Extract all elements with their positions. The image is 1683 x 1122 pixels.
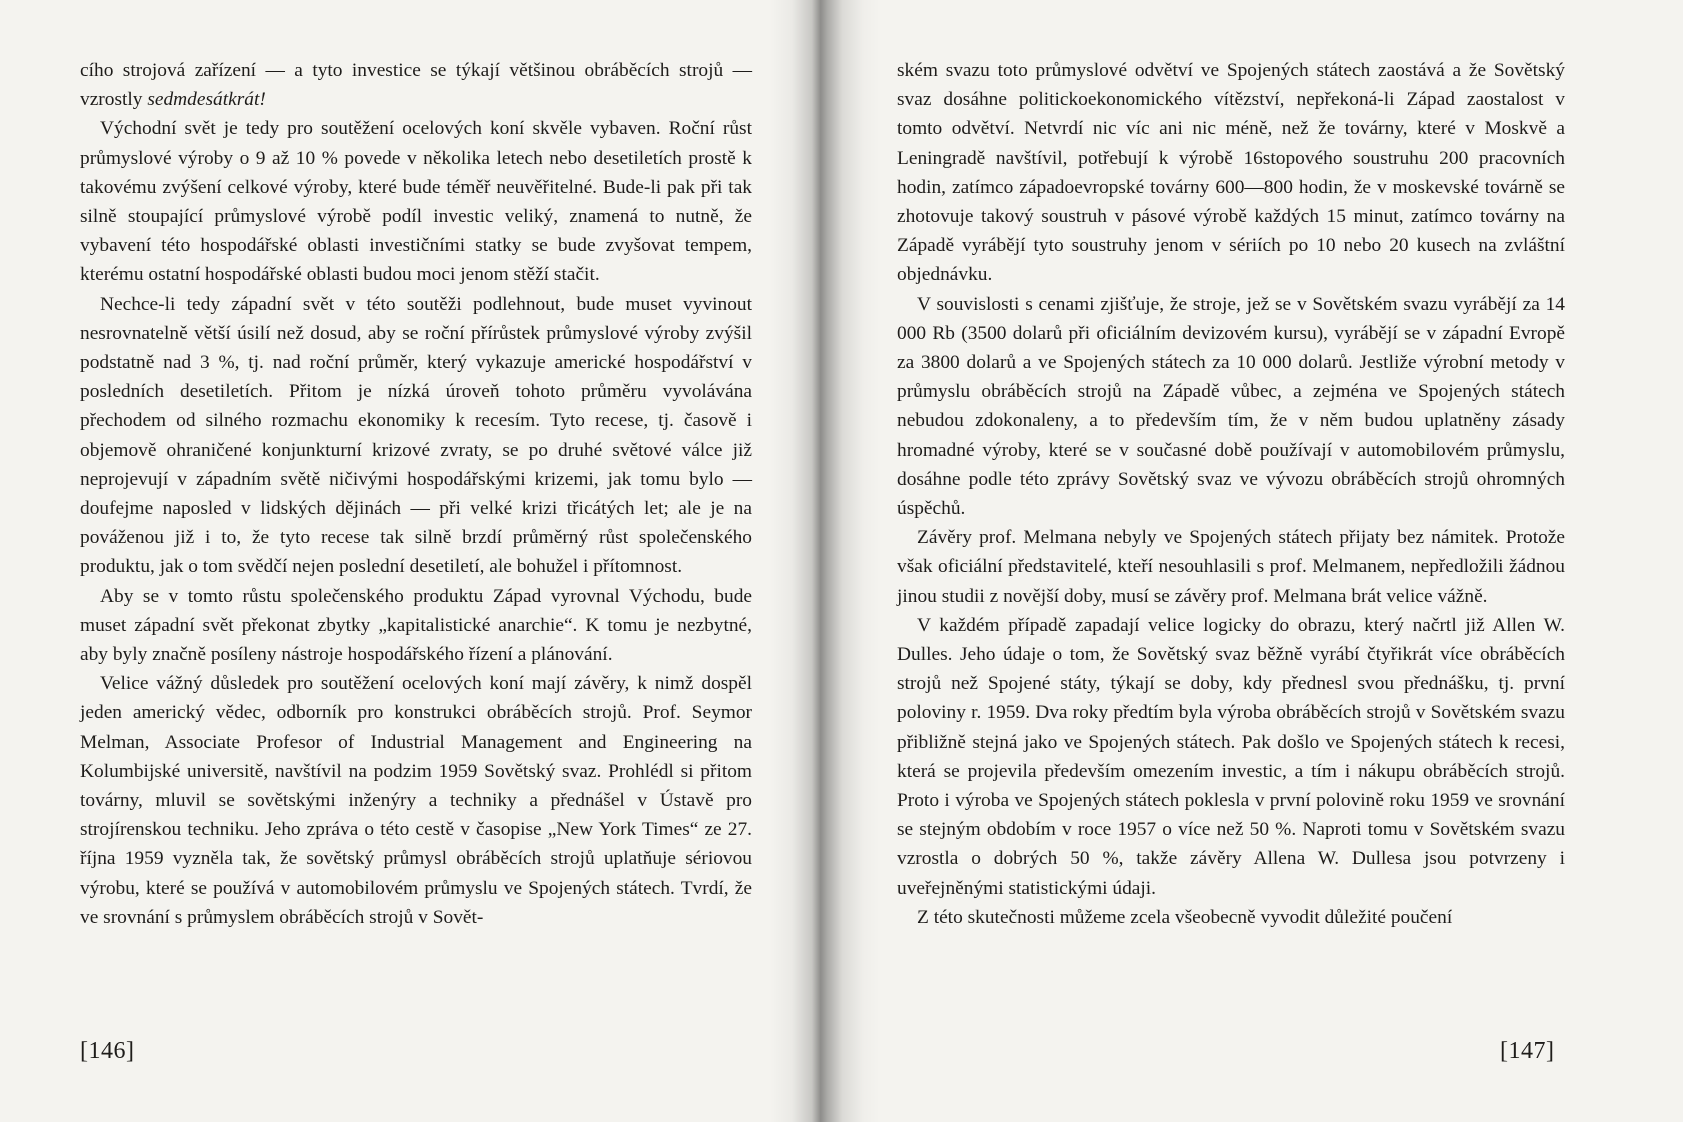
left-paragraph-1	[80, 56, 752, 114]
right-page-text	[897, 56, 1565, 932]
right-page-number: [147]	[1500, 1038, 1555, 1064]
book-gutter-shadow	[770, 0, 880, 1122]
left-paragraph-3: Nechce-li tedy západní svět v této soutěži podlehnout, bude muset vyvinout nesrovnatelně větší úsilí než dosud, aby se roční přírůstek průmyslové výroby zvýšil podstatně nad 3 %, tj. nad roční průměr, který vykazuje americké hospodářství v posledních desetiletích. Přitom je nízká úroveň tohoto průměru vyvolávána přechodem od silného rozmachu ekonomiky k recesím. Tyto recese, tj. časově i objemově ohraničené konjunkturní krizové zvraty, se po druhé světové válce již neprojevují v západním světě ničivými hospodářskými krizemi, jak tomu bylo — doufejme naposled v lidských dějinách — při velké krizi třicátých let; ale je na pováženou již i to, že tyto recese tak silně brzdí průměrný růst společenského produktu, jak o tom svědčí nejen poslední desetiletí, ale bohužel i přítomnost.	[80, 293, 752, 578]
left-paragraph-1-text: cího strojová zařízení — a tyto investice se týkají většinou obráběcích strojů — vzrostly	[80, 60, 752, 111]
right-paragraph-4: V každém případě zapadají velice logicky do obrazu, který načrtl již Allen W. Dulles. Jeho údaje o tom, že Sovětský svaz běžně vyrábí čtyřikrát více obráběcích strojů než Spojené státy, týkají se doby, kdy přednesl svou přednášku, tj. první poloviny r. 1959. Dva roky předtím byla výroba obráběcích strojů v Sovětském svazu přibližně stejná jako ve Spojených státech. Pak došlo ve Spojených státech k recesi, která se projevila především omezením investic, a tím i nákupu obráběcích strojů. Proto i výroba ve Spojených státech poklesla v první polovině roku 1959 ve srovnání se stejným obdobím v roce 1957 o více než 50 %. Naproti tomu v Sovětském svazu vzrostla o dobrých 50 %, takže závěry Allena W. Dullesa jsou potvrzeny i uveřejněnými statistickými údaji.	[897, 614, 1565, 899]
left-page-number: [146]	[80, 1038, 135, 1064]
right-paragraph-3: Závěry prof. Melmana nebyly ve Spojených státech přijaty bez námitek. Protože však oficiální představitelé, kteří nesouhlasili s prof. Melmanem, nepředložili žádnou jinou studii z novější doby, musí se závěry prof. Melmana brát velice vážně.	[897, 527, 1565, 607]
left-paragraph-5: Velice vážný důsledek pro soutěžení ocelových koní mají závěry, k nimž dospěl jeden americký vědec, odborník pro konstrukci obráběcích strojů. Prof. Seymor Melman, Associate Profesor of Industrial Management and Engineering na Kolumbijské universitě, navštívil na podzim 1959 Sovětský svaz. Prohlédl si přitom továrny, mluvil se sovětskými inženýry a techniky a přednášel v Ústavě pro strojírenskou techniku. Jeho zpráva o této cestě v časopise „New York Times“ ze 27. října 1959 vyzněla tak, že sovětský průmysl obráběcích strojů uplatňuje sériovou výrobu, které se používá v automobilovém průmyslu ve Spojených státech. Tvrdí, že ve srovnání s průmyslem obráběcích strojů v Sovět-	[80, 673, 752, 928]
left-paragraph-4: Aby se v tomto růstu společenského produktu Západ vyrovnal Východu, bude muset západní svět překonat zbytky „kapitalistické anarchie“. K tomu je nezbytné, aby byly značně posíleny nástroje hospodářského řízení a plánování.	[80, 585, 752, 666]
right-paragraph-5: Z této skutečnosti můžeme zcela všeobecně vyvodit důležité poučení	[917, 906, 1453, 928]
right-paragraph-1: ském svazu toto průmyslové odvětví ve Spojených státech zaostává a že Sovětský svaz dosáhne politickoekonomického vítězství, nepřekoná-li Západ zaostalost v tomto odvětví. Netvrdí nic víc ani nic méně, než že továrny, které v Moskvě a Leningradě navštívil, potřebují k výrobě 16stopového soustruhu 200 pracovních hodin, zatímco západoevropské továrny 600—800 hodin, že v moskevské továrně se zhotovuje takový soustruh v pásové výrobě každých 15 minut, zatímco továrny na Západě vyrábějí tyto soustruhy jenom v sériích po 10 nebo 20 kusech na zvláštní objednávku.	[897, 60, 1565, 286]
left-page-text	[80, 56, 752, 932]
right-paragraph-2: V souvislosti s cenami zjišťuje, že stroje, jež se v Sovětském svazu vyrábějí za 14 000 Rb (3500 dolarů při oficiálním devizovém kursu), vyrábějí se v západní Evropě za 3800 dolarů a ve Spojených státech za 10 000 dolarů. Jestliže výrobní metody v průmyslu obráběcích strojů na Západě vůbec, a zejména ve Spojených státech nebudou zdokonaleny, a to především tím, že v něm budou uplatněny zásady hromadné výroby, které se v současné době používají v automobilovém průmyslu, dosáhne podle této zprávy Sovětský svaz ve vývozu obráběcích strojů ohromných úspěchů.	[897, 293, 1565, 520]
left-paragraph-2: Východní svět je tedy pro soutěžení ocelových koní skvěle vybaven. Roční růst průmyslové výroby o 9 až 10 % povede v několika letech nebo desetiletích prostě k takovému zvýšení celkové výroby, které bude téměř neuvěřitelné. Bude-li pak při tak silně stoupající průmyslové výrobě podíl investic veliký, znamená to nutně, že vybavení této hospodářské oblasti investičními statky se bude zvyšovat tempem, kterému ostatní hospodářské oblasti budou moci jenom stěží stačit.	[80, 118, 752, 286]
left-paragraph-1-emphasis: sedmdesátkrát!	[147, 89, 266, 111]
